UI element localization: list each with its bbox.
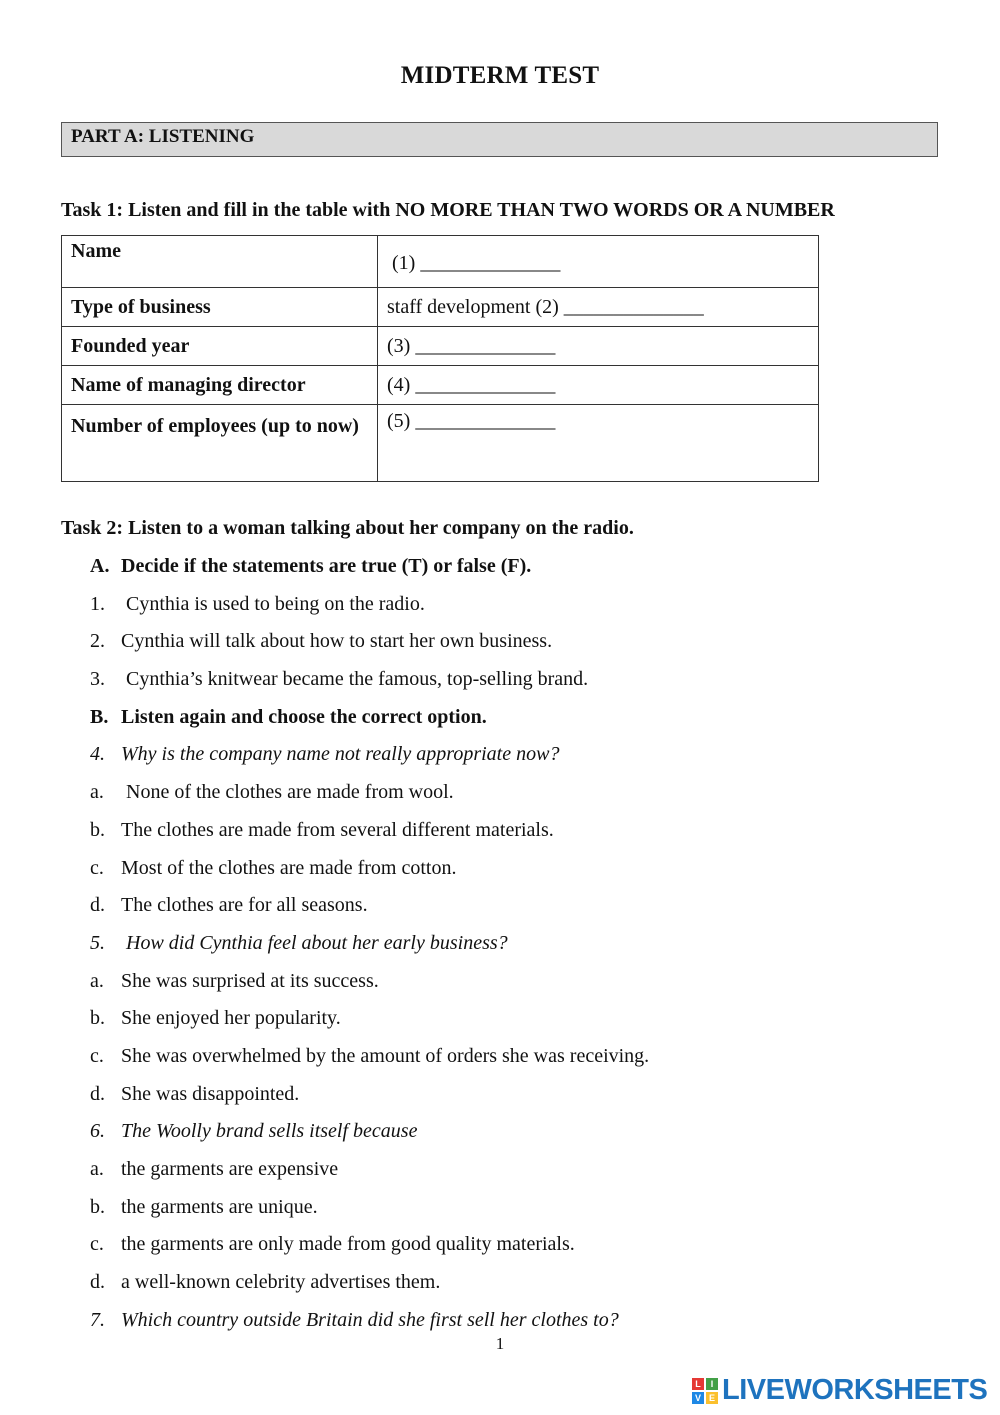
item-text: a well-known celebrity advertises them. xyxy=(121,1271,441,1294)
list-item[interactable] xyxy=(90,1264,950,1302)
item-text: Cynthia will talk about how to start her own business. xyxy=(121,630,553,653)
item-number: a. xyxy=(90,969,104,992)
item-number: 7. xyxy=(90,1308,105,1331)
list-item[interactable] xyxy=(90,1076,950,1114)
item-text: How did Cynthia feel about her early business? xyxy=(121,931,508,954)
list-item[interactable] xyxy=(90,623,950,661)
item-number: b. xyxy=(90,1007,105,1030)
question-heading xyxy=(90,925,950,963)
task2-question-list xyxy=(90,548,950,1339)
item-text: The Woolly brand sells itself because xyxy=(121,1120,418,1143)
table-answer-cell[interactable]: (4) ______________ xyxy=(378,366,819,405)
task1-table xyxy=(61,235,819,482)
item-number: b. xyxy=(90,1195,105,1218)
table-label: Founded year xyxy=(62,327,378,366)
page-number: 1 xyxy=(495,1334,505,1353)
list-item[interactable] xyxy=(90,963,950,1001)
table-row xyxy=(62,327,819,366)
item-text: Cynthia’s knitwear became the famous, top-selling brand. xyxy=(121,668,589,691)
item-text: The clothes are for all seasons. xyxy=(121,894,368,917)
table-answer-cell[interactable]: staff development (2) ______________ xyxy=(378,288,819,327)
item-number: A. xyxy=(90,555,110,577)
item-number: B. xyxy=(90,705,109,728)
item-number: 2. xyxy=(90,630,105,653)
item-text: She was overwhelmed by the amount of orders she was receiving. xyxy=(121,1044,650,1067)
item-number: c. xyxy=(90,1044,104,1067)
table-label: Name xyxy=(62,236,378,288)
item-text: She was surprised at its success. xyxy=(121,969,379,992)
table-row xyxy=(62,236,819,288)
list-item[interactable] xyxy=(90,1226,950,1264)
table-answer-cell[interactable]: (5) ______________ xyxy=(378,405,819,482)
item-number: 4. xyxy=(90,743,105,766)
item-text: Which country outside Britain did she first sell her clothes to? xyxy=(121,1308,619,1331)
list-item[interactable] xyxy=(90,774,950,812)
item-number: a. xyxy=(90,781,104,804)
part-heading: PART A: LISTENING xyxy=(61,122,938,157)
item-text: the garments are expensive xyxy=(121,1158,339,1180)
item-text: Most of the clothes are made from cotton. xyxy=(121,856,457,879)
item-text: Cynthia is used to being on the radio. xyxy=(121,592,425,615)
item-number: 5. xyxy=(90,931,105,954)
item-text: Decide if the statements are true (T) or false (F). xyxy=(121,555,532,577)
item-number: 1. xyxy=(90,592,105,615)
table-label: Name of managing director xyxy=(62,366,378,405)
list-item[interactable] xyxy=(90,1151,950,1189)
list-item[interactable] xyxy=(90,586,950,624)
logo-tile: E xyxy=(706,1392,718,1404)
list-item[interactable] xyxy=(90,850,950,888)
question-heading xyxy=(90,736,950,774)
task1-heading: Task 1: Listen and fill in the table with NO MORE THAN TWO WORDS OR A NUMBER xyxy=(61,199,835,221)
logo-tile: V xyxy=(692,1392,704,1404)
list-item[interactable] xyxy=(90,887,950,925)
list-item[interactable] xyxy=(90,1189,950,1227)
item-number: d. xyxy=(90,1082,105,1105)
liveworksheets-logo-icon xyxy=(692,1378,718,1404)
item-text: None of the clothes are made from wool. xyxy=(121,781,454,804)
question-heading xyxy=(90,1113,950,1151)
item-text: She enjoyed her popularity. xyxy=(121,1007,341,1030)
list-item[interactable] xyxy=(90,1000,950,1038)
question-heading xyxy=(90,548,950,586)
item-text: Listen again and choose the correct option. xyxy=(121,705,487,728)
table-label: Number of employees (up to now) xyxy=(62,405,378,482)
table-answer-cell[interactable] xyxy=(378,236,819,288)
item-number: c. xyxy=(90,856,104,879)
item-number: b. xyxy=(90,818,105,841)
table-row xyxy=(62,288,819,327)
question-heading xyxy=(90,699,950,737)
item-number: c. xyxy=(90,1233,104,1256)
table-label: Type of business xyxy=(62,288,378,327)
item-number: 6. xyxy=(90,1120,105,1143)
list-item[interactable] xyxy=(90,812,950,850)
logo-tile: L xyxy=(692,1378,704,1390)
item-text: The clothes are made from several different materials. xyxy=(121,818,554,841)
item-number: d. xyxy=(90,894,105,917)
brand-name: LIVEWORKSHEETS xyxy=(722,1374,988,1406)
table-value: (1) ______________ xyxy=(392,252,561,274)
item-number: a. xyxy=(90,1158,104,1180)
table-answer-cell[interactable]: (3) ______________ xyxy=(378,327,819,366)
list-item[interactable] xyxy=(90,1038,950,1076)
item-number: d. xyxy=(90,1271,105,1294)
page-title: MIDTERM TEST xyxy=(400,62,600,89)
logo-tile: I xyxy=(706,1378,718,1390)
task2-heading: Task 2: Listen to a woman talking about her company on the radio. xyxy=(61,517,634,539)
liveworksheets-brand[interactable] xyxy=(692,1374,987,1407)
item-text: Why is the company name not really appropriate now? xyxy=(121,743,560,766)
list-item[interactable] xyxy=(90,661,950,699)
item-text: the garments are unique. xyxy=(121,1195,318,1218)
table-row xyxy=(62,366,819,405)
item-number: 3. xyxy=(90,668,105,691)
item-text: She was disappointed. xyxy=(121,1082,300,1105)
table-row xyxy=(62,405,819,482)
item-text: the garments are only made from good quality materials. xyxy=(121,1233,575,1256)
